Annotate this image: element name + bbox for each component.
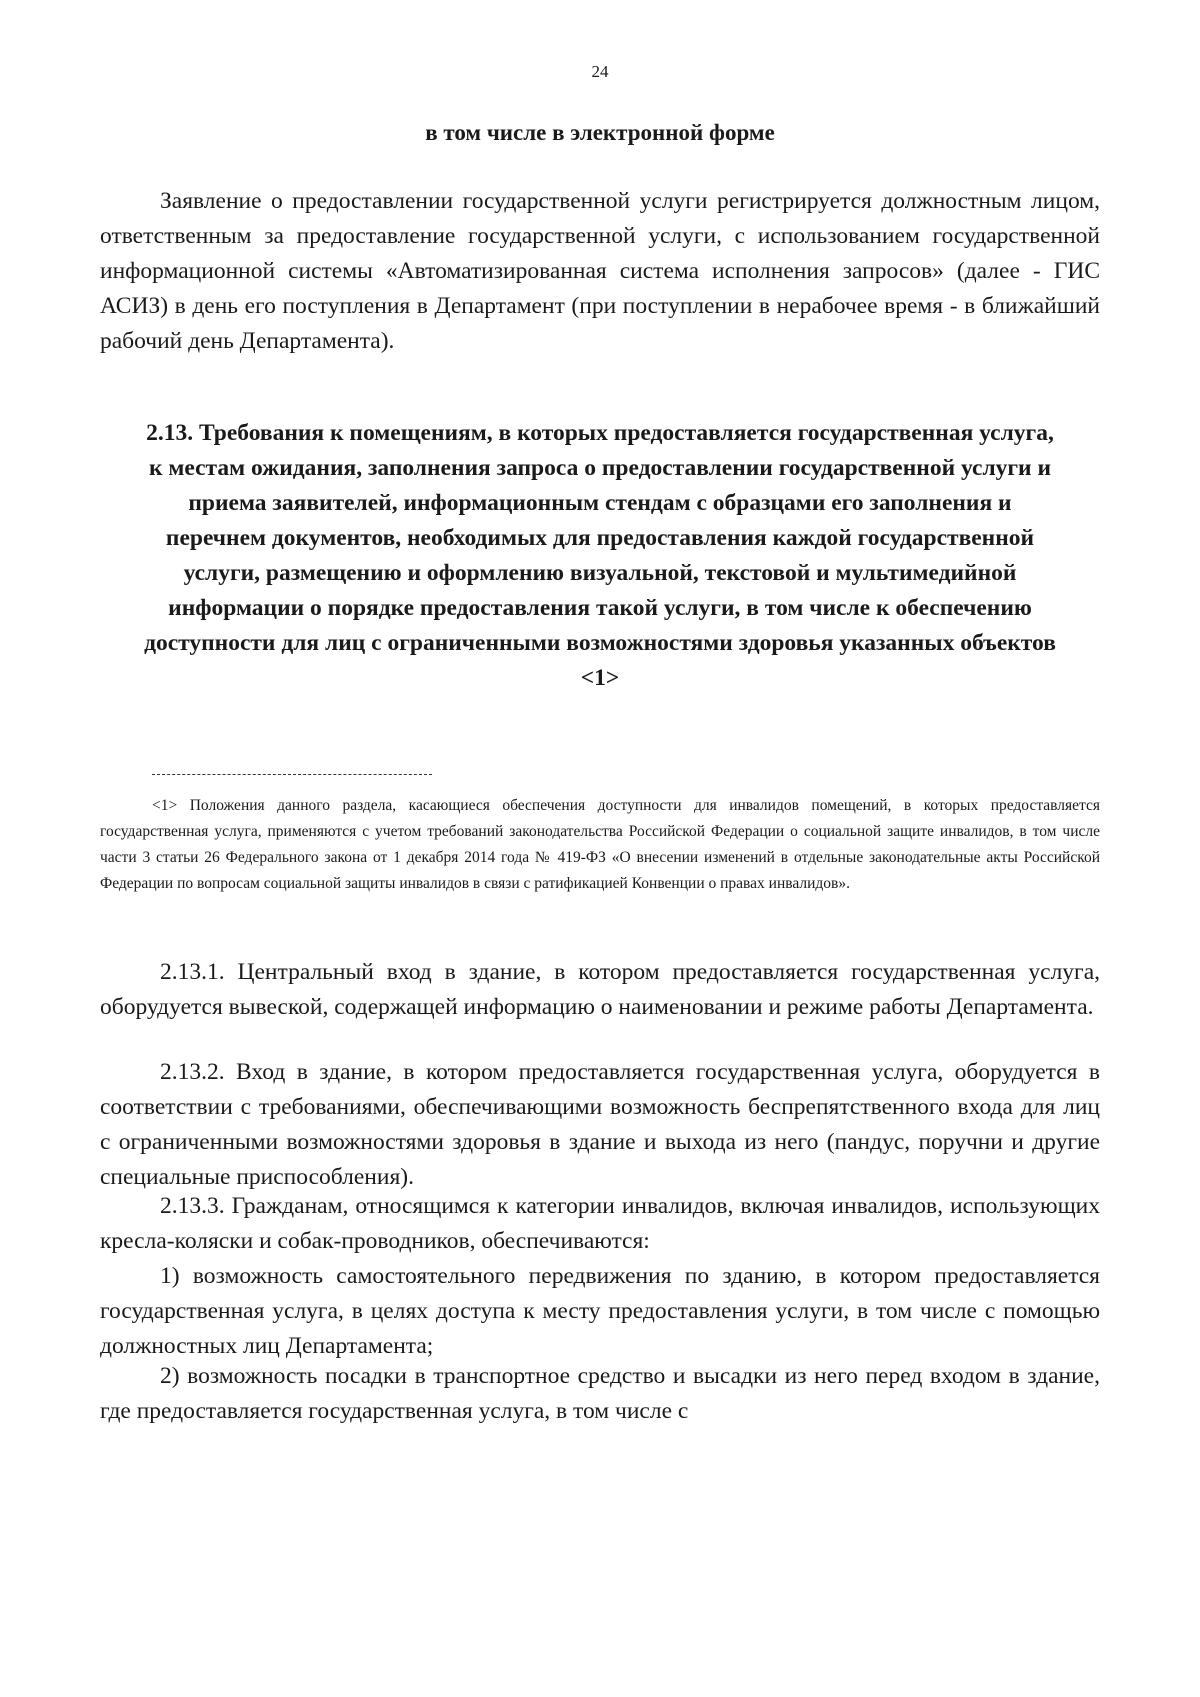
intro-paragraph: Заявление о предоставлении государственной услуги регистрируется должностным лицом, ответственным за предоставление государственной услуги, с использованием государственной информационной системы «Автоматизированная система исполнения запросов» (далее - ГИС АСИЗ) в день его поступления в Департамент (при поступлении в нерабочее время - в ближайший рабочий день Департамента). <box>100 188 1100 354</box>
section-subtitle: в том числе в электронной форме <box>425 120 775 145</box>
paragraph-2-13-3: 2.13.3. Гражданам, относящимся к категории инвалидов, включая инвалидов, использующих кресла-коляски и собак-проводников, обеспечиваются: <box>100 1193 1100 1254</box>
paragraph-2-13-1: 2.13.1. Центральный вход в здание, в котором предоставляется государственная услуга, оборудуется вывеской, содержащей информацию о наименовании и режиме работы Департамента. <box>100 959 1100 1020</box>
page-number: 24 <box>591 62 609 81</box>
list-item-2: 2) возможность посадки в транспортное средство и высадки из него перед входом в здание, где предоставляется государственная услуга, в том числе с <box>100 1363 1100 1424</box>
paragraph-2-13-2: 2.13.2. Вход в здание, в котором предоставляется государственная услуга, оборудуется в соответствии с требованиями, обеспечивающими возможность беспрепятственного входа для лиц с ограниченными возможностями здоровья в здание и выхода из него (пандус, поручни и другие специальные приспособления). <box>100 1059 1100 1190</box>
list-item-1: 1) возможность самостоятельного передвижения по зданию, в котором предоставляется государственная услуга, в целях доступа к месту предоставления услуги, в том числе с помощью должностных лиц Департамента; <box>100 1263 1100 1359</box>
footnote: <1> Положения данного раздела, касающиеся обеспечения доступности для инвалидов помещений, в которых предоставляется государственная услуга, применяются с учетом требований законодательства Российской Федерации о социальной защите инвалидов, в том числе части 3 статьи 26 Федерального закона от 1 декабря 2014 года № 419-ФЗ «О внесении изменений в отдельные законодательные акты Российской Федерации по вопросам социальной защиты инвалидов в связи с ратификацией Конвенции о правах инвалидов». <box>100 797 1100 892</box>
footnote-separator <box>152 774 432 775</box>
section-heading: 2.13. Требования к помещениям, в которых предоставляется государственная услуга, к местам ожидания, заполнения запроса о предоставлении государственной услуги и приема заявителей, информационным стендам с образцами его заполнения и перечнем документов, необходимых для предоставления каждой государственной услуги, размещению и оформлению визуальной, текстовой и мультимедийной информации о порядке предоставления такой услуги, в том числе к обеспечению доступности для лиц с ограниченными возможностями здоровья указанных объектов <1> <box>144 420 1056 691</box>
